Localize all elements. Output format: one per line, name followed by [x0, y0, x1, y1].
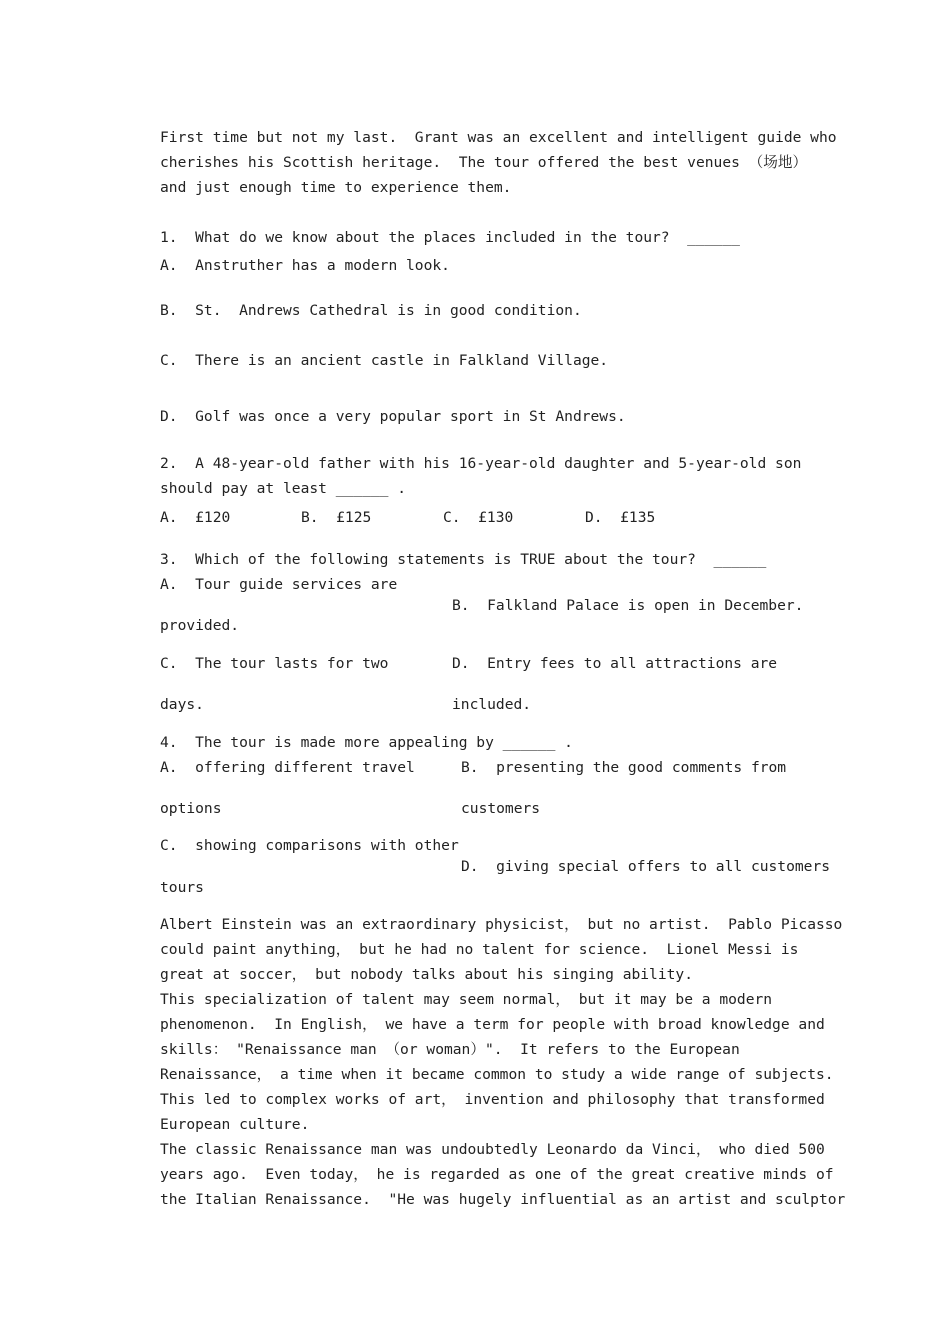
- question-1-option-d: D. Golf was once a very popular sport in St Andrews.: [160, 408, 626, 425]
- question-1-option-c: C. There is an ancient castle in Falkland Village.: [160, 352, 609, 369]
- question-4-option-a-cont: options: [160, 800, 222, 817]
- passage-line: the Italian Renaissance. "He was hugely influential as an artist and sculptor: [160, 1191, 846, 1208]
- passage-line: could paint anything， but he had no talent for science. Lionel Messi is: [160, 941, 799, 958]
- question-3-option-c-cont: days.: [160, 696, 204, 713]
- passage-line: Renaissance， a time when it became common to study a wide range of subjects.: [160, 1066, 834, 1083]
- passage-line: European culture.: [160, 1116, 310, 1133]
- question-1-stem: 1. What do we know about the places included in the tour? ______: [160, 229, 740, 246]
- question-4-option-a: A. offering different travel: [160, 759, 415, 776]
- question-2-option-a: A. £120: [160, 509, 231, 526]
- passage-line: This led to complex works of art， invention and philosophy that transformed: [160, 1091, 825, 1108]
- question-1-option-b: B. St. Andrews Cathedral is in good condition.: [160, 302, 582, 319]
- question-3-option-b: B. Falkland Palace is open in December.: [452, 597, 804, 614]
- question-4-stem: 4. The tour is made more appealing by ______ .: [160, 734, 573, 751]
- question-4-option-d: D. giving special offers to all customers: [461, 858, 831, 875]
- question-2-stem: should pay at least ______ .: [160, 480, 407, 497]
- question-4-option-c: C. showing comparisons with other: [160, 837, 459, 854]
- question-3-option-d: D. Entry fees to all attractions are: [452, 655, 778, 672]
- question-3-stem: 3. Which of the following statements is TRUE about the tour? ______: [160, 551, 767, 568]
- passage-line: The classic Renaissance man was undoubtedly Leonardo da Vinci， who died 500: [160, 1141, 825, 1158]
- passage-line: phenomenon. In English， we have a term for people with broad knowledge and: [160, 1016, 825, 1033]
- question-4-option-b: B. presenting the good comments from: [461, 759, 787, 776]
- intro-line: First time but not my last. Grant was an excellent and intelligent guide who: [160, 129, 837, 146]
- question-3-option-d-cont: included.: [452, 696, 532, 713]
- question-2-option-c: C. £130: [443, 509, 514, 526]
- question-4-option-b-cont: customers: [461, 800, 541, 817]
- passage-line: years ago. Even today， he is regarded as one of the great creative minds of: [160, 1166, 834, 1183]
- question-2-stem: 2. A 48-year-old father with his 16-year-old daughter and 5-year-old son: [160, 455, 802, 472]
- question-2-option-d: D. £135: [585, 509, 656, 526]
- passage-line: great at soccer， but nobody talks about his singing ability.: [160, 966, 693, 983]
- passage-line: skills： "Renaissance man （or woman）". It refers to the European: [160, 1041, 740, 1058]
- question-3-option-a: A. Tour guide services are: [160, 576, 398, 593]
- question-3-option-c: C. The tour lasts for two: [160, 655, 389, 672]
- intro-line: cherishes his Scottish heritage. The tour offered the best venues （场地）: [160, 154, 808, 171]
- question-3-option-a-cont: provided.: [160, 617, 240, 634]
- intro-line: and just enough time to experience them.: [160, 179, 512, 196]
- question-4-option-c-cont: tours: [160, 879, 204, 896]
- passage-line: Albert Einstein was an extraordinary physicist， but no artist. Pablo Picasso: [160, 916, 843, 933]
- passage-line: This specialization of talent may seem normal， but it may be a modern: [160, 991, 773, 1008]
- question-1-option-a: A. Anstruther has a modern look.: [160, 257, 450, 274]
- question-2-option-b: B. £125: [301, 509, 372, 526]
